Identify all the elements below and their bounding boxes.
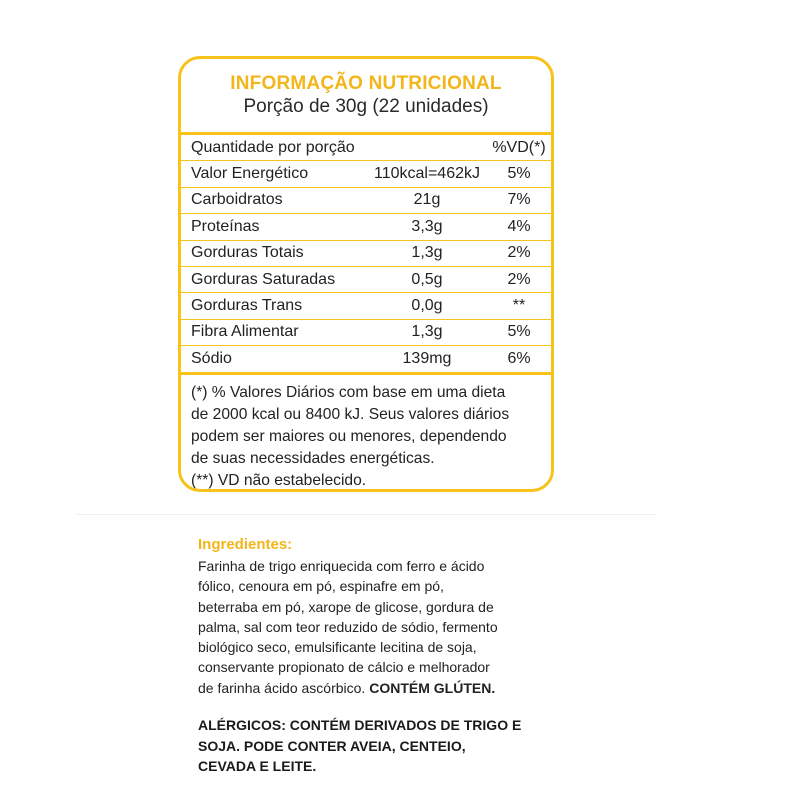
nutrient-dv: 5% [507,165,531,183]
table-row [181,320,551,346]
ingredients-line: fólico, cenoura em pó, espinafre em pó, [198,578,444,595]
header-dv: %VD(*) [492,138,546,156]
allergens-line: SOJA. PODE CONTER AVEIA, CENTEIO, [198,737,466,754]
footnote-line: (**) VD não estabelecido. [191,471,367,489]
ingredients-line: beterraba em pó, xarope de glicose, gordura de [198,598,494,615]
allergens-line: ALÉRGICOS: CONTÉM DERIVADOS DE TRIGO E [198,717,522,733]
nutrient-amount: 110kcal=462kJ [374,165,480,183]
nutrient-amount: 21g [413,191,441,209]
nutrient-dv: 7% [507,191,531,209]
ingredients-line [198,678,538,698]
ingredients-line: palma, sal com teor reduzido de sódio, fermento [198,618,498,635]
nutrient-amount: 0,5g [411,270,443,288]
nutrient-name: Sódio [191,349,232,367]
nutrient-name: Carboidratos [191,191,283,209]
gluten-warning: CONTÉM GLÚTEN. [369,679,496,696]
nutrient-dv: ** [512,297,526,315]
nutrient-dv: 5% [507,323,531,341]
ingredients-section [198,535,538,698]
nutrient-name: Fibra Alimentar [191,323,299,341]
table-row [181,214,551,240]
allergens-section [198,715,538,777]
nutrient-amount: 1,3g [411,323,443,341]
ingredients-last-line: de farinha ácido ascórbico. [198,679,366,696]
nutrient-amount: 0,0g [411,297,443,315]
ingredients-line: Farinha de trigo enriquecida com ferro e ácido [198,558,485,574]
daily-values-footnote [181,375,551,492]
table-row [181,161,551,187]
nutrient-dv: 2% [507,270,531,288]
nutrient-dv: 4% [507,217,531,235]
nutrient-amount: 139mg [402,349,452,367]
footnote-line: (*) % Valores Diários com base em uma dieta [191,383,506,401]
nutrient-name: Proteínas [191,217,260,235]
serving-size: Porção de 30g (22 unidades) [243,96,489,117]
nutrient-dv: 2% [507,244,531,262]
nutrition-title: INFORMAÇÃO NUTRICIONAL [230,73,502,94]
footnote-line: podem ser maiores ou menores, dependendo [191,427,507,445]
ingredients-title: Ingredientes: [198,536,293,553]
table-row [181,267,551,293]
nutrient-dv: 6% [507,349,531,367]
section-divider [76,514,656,515]
nutrition-table [181,132,551,375]
ingredients-line: biológico seco, emulsificante lecitina de soja, [198,639,477,656]
nutrient-amount: 3,3g [411,217,443,235]
nutrient-name: Valor Energético [191,165,309,183]
table-header-row [181,135,551,161]
table-row [181,293,551,319]
nutrition-facts-label [178,56,554,492]
table-row [181,188,551,214]
nutrient-name: Gorduras Saturadas [191,270,336,288]
allergens-line: CEVADA E LEITE. [198,758,317,774]
nutrient-name: Gorduras Trans [191,297,303,315]
footnote-line: de suas necessidades energéticas. [191,449,435,467]
header-quantity: Quantidade por porção [191,138,355,156]
table-row [181,241,551,267]
table-row [181,346,551,374]
ingredients-line: conservante propionato de cálcio e melhorador [198,659,490,676]
footnote-line: de 2000 kcal ou 8400 kJ. Seus valores diários [191,405,510,423]
ingredients-text [198,556,538,698]
nutrient-amount: 1,3g [411,244,443,262]
nutrient-name: Gorduras Totais [191,244,304,262]
